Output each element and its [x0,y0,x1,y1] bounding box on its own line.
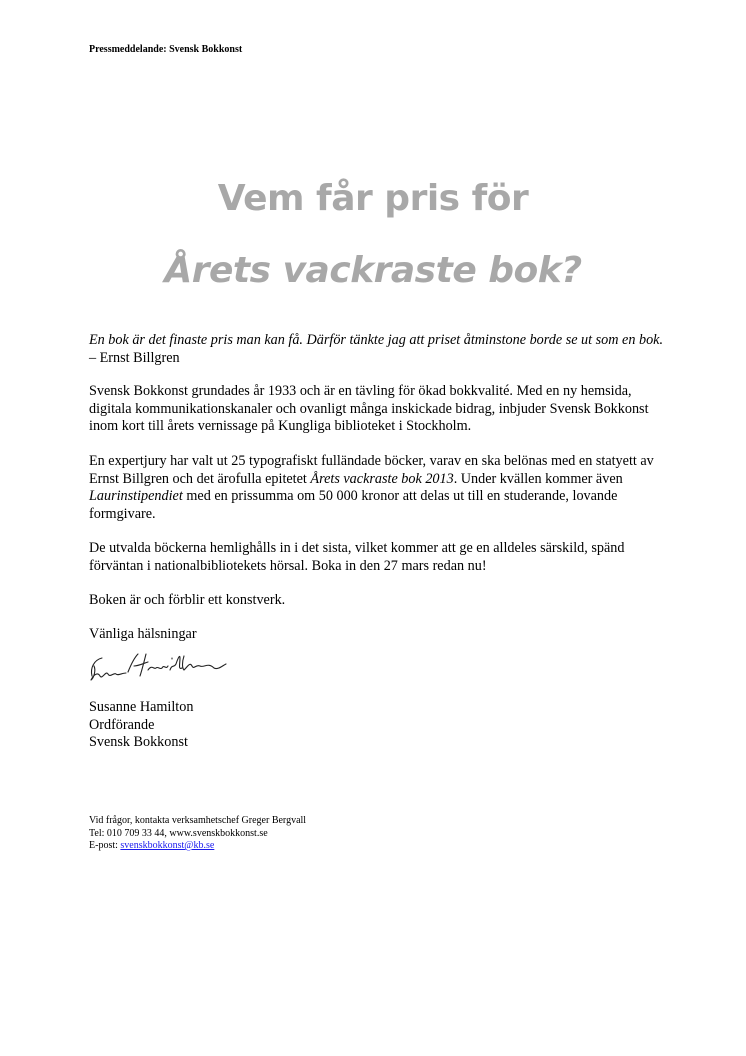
signer-name: Susanne Hamilton [89,699,194,715]
title-block [0,172,746,298]
title-line-2: Årets vackraste bok? [164,250,582,291]
closing-greeting: Vänliga hälsningar [89,626,197,642]
paragraph-2-part-c: med en prissumma om 50 000 kronor att delas ut till en studerande, lovande formgivare. [89,488,618,522]
signer-role: Ordförande [89,716,155,733]
quote-text: En bok är det finaste pris man kan få. Därför tänkte jag att priset åtminstone borde se ut som en bok. [89,332,664,348]
quote-attribution: – Ernst Billgren [89,349,180,366]
footer-email-line [89,840,306,853]
handwritten-signature [88,648,228,686]
paragraph-2 [89,453,664,523]
footer-email-prefix: E-post: [89,840,121,851]
footer-contact [89,815,306,853]
email-link[interactable]: svenskbokkonst@kb.se [120,840,215,851]
award-title: Årets vackraste bok 2013 [310,470,454,487]
paragraph-1: Svensk Bokkonst grundades år 1933 och är en tävling för ökad bokkvalité. Med en ny hemsida, digitala kommunikationskanaler och ovanligt många inskickade bidrag, inbjuder Svensk Bokkonst inom kort till årets vernissage på Kungliga biblioteket i Stockholm. [89,383,649,434]
signer-organization: Svensk Bokkonst [89,734,188,750]
header-label: Pressmeddelande: Svensk Bokkonst [89,44,243,55]
quote-paragraph [89,332,664,367]
paragraph-4: Boken är och förblir ett konstverk. [89,592,286,608]
signer-block [89,699,193,752]
footer-phone-line: Tel: 010 709 33 44, www.svenskbokkonst.se [89,827,268,839]
title-line-1: Vem får pris för [217,178,529,219]
paragraph-2-part-a: En expertjury har valt ut 25 typografiskt fulländade böcker, varav en ska belönas med en statyett av Ernst Billgren och det ärofulla epitetet [89,453,654,487]
paragraph-2-part-b: . Under kvällen kommer även [453,470,623,487]
footer-contact-line: Vid frågor, kontakta verksamhetschef Greger Bergvall [89,815,307,826]
paragraph-3: De utvalda böckerna hemlighålls in i det sista, vilket kommer att ge en alldeles särskild, spänd förväntan i nationalbibliotekets hörsal. Boka in den 27 mars redan nu! [89,540,625,574]
scholarship-name: Laurinstipendiet [89,488,183,504]
